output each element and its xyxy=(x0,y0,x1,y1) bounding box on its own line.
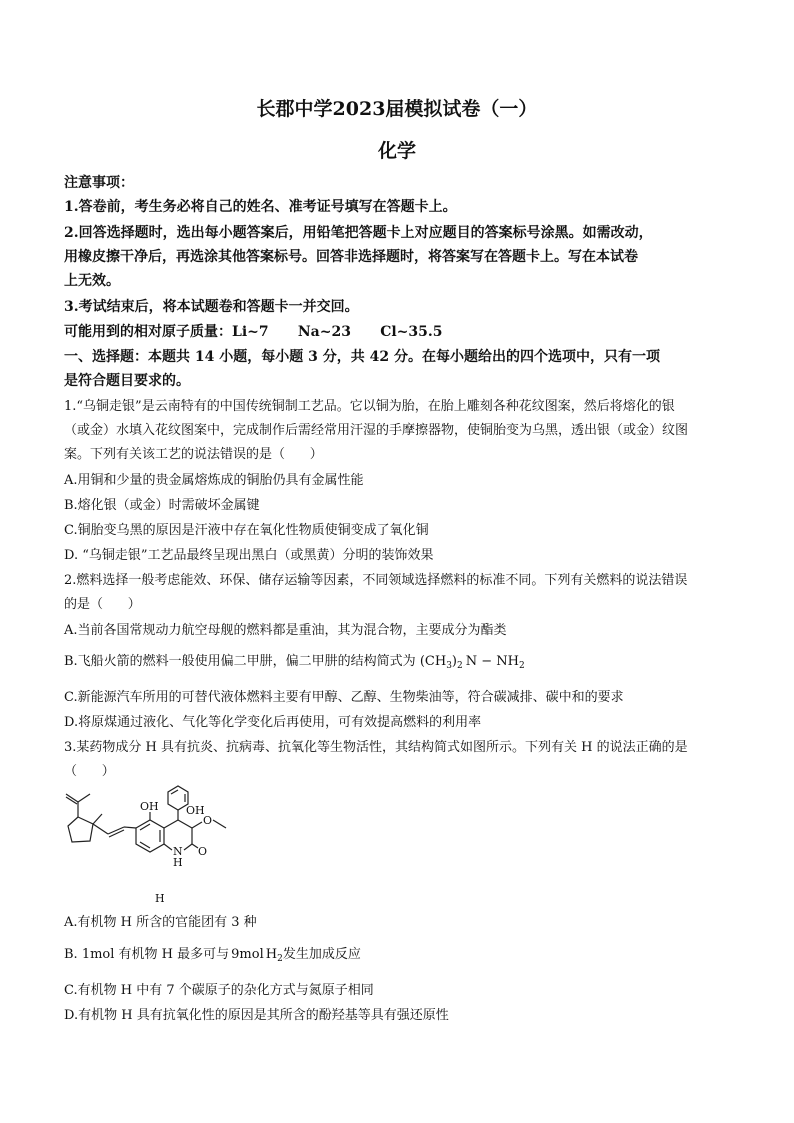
bond xyxy=(178,820,192,828)
bond xyxy=(78,794,90,802)
q2-stem-line-2: 的是（ ） xyxy=(64,597,141,612)
oh-label-2: OH xyxy=(186,804,205,817)
q1-option-d: D. “乌铜走银”工艺品最终呈现出黑白（或黑黄）分明的装饰效果 xyxy=(64,548,434,563)
bond xyxy=(164,844,172,850)
bond xyxy=(93,824,108,834)
bond xyxy=(124,827,136,828)
bond xyxy=(213,820,226,828)
cyclopentane-ring xyxy=(68,817,93,842)
q2-option-b-text: B.飞船火箭的燃料一般使用偏二甲肼，偏二甲肼的结构简式为 xyxy=(64,654,416,669)
bond xyxy=(192,822,202,828)
q1-option-b: B.熔化银（或金）时需破坏金属键 xyxy=(64,498,260,513)
atomic-mass-line: 可能用到的相对原子质量：Li~7 Na~23 Cl~35.5 xyxy=(64,324,443,340)
compound-h-structure xyxy=(60,784,260,909)
notice-item-2-line-3: 上无效。 xyxy=(64,273,120,289)
q3-option-b-amount: 9mol xyxy=(231,947,264,962)
notice-item-3: 3.考试结束后，将本试题卷和答题卡一并交回。 xyxy=(64,299,359,315)
q1-stem-line-3: 案。下列有关该工艺的说法错误的是（ ） xyxy=(64,447,323,462)
compound-label-h: H xyxy=(155,892,165,905)
methoxy-o-label: O xyxy=(203,814,213,827)
bond xyxy=(93,814,102,824)
q2-option-a: A.当前各国常规动力航空母舰的燃料都是重油，其为混合物，主要成分为酯类 xyxy=(64,623,507,638)
formula-part-2: N − NH xyxy=(465,654,519,669)
notice-item-2-line-1: 2.回答选择题时，选出每小题答案后，用铅笔把答题卡上对应题目的答案标号涂黑。如需改动， xyxy=(64,225,653,241)
nh-label: H xyxy=(173,856,183,869)
formula-sub-2: 2 xyxy=(457,661,463,671)
formula-part-1: (CH xyxy=(419,654,447,669)
q2-option-d: D.将原煤通过液化、气化等化学变化后再使用，可有效提高燃料的利用率 xyxy=(64,715,482,730)
q3-option-a: A.有机物 H 所含的官能团有 3 种 xyxy=(64,915,257,930)
q3-option-b-pre: B. 1mol 有机物 H 最多可与 xyxy=(64,947,230,962)
q3-option-b-h: H xyxy=(265,947,278,962)
udmh-formula xyxy=(420,654,525,669)
subject-title: 化学 xyxy=(377,140,416,162)
formula-close: ) xyxy=(451,654,457,669)
q2-stem-line-1: 2.燃料选择一般考虑能效、环保、储存运输等因素，不同领域选择燃料的标准不同。下列有关燃料的说法错误 xyxy=(64,573,688,588)
notice-heading: 注意事项： xyxy=(64,175,134,191)
q1-stem-line-2: （或金）水填入花纹图案中，完成制作后需经常用汗湿的手摩擦器物，使铜胎变为乌黑，透出银（或金）纹图 xyxy=(64,423,689,438)
bond xyxy=(184,844,192,850)
q2-option-b xyxy=(64,653,525,675)
exam-title: 长郡中学2023届模拟试卷（一） xyxy=(256,98,538,120)
notice-item-2-line-2: 用橡皮擦干净后，再选涂其他答案标号。回答非选择题时，将答案写在答题卡上。写在本试卷 xyxy=(64,249,638,265)
q1-option-c: C.铜胎变乌黑的原因是汗液中存在氧化性物质使铜变成了氧化铜 xyxy=(64,523,429,538)
q2-option-c: C.新能源汽车所用的可替代液体燃料主要有甲醇、乙醇、生物柴油等，符合碳减排、碳中和的要求 xyxy=(64,690,624,705)
bond xyxy=(164,820,178,828)
formula-sub-3: 2 xyxy=(518,661,525,671)
q3-option-d: D.有机物 H 具有抗氧化性的原因是其所含的酚羟基等具有强还原性 xyxy=(64,1008,449,1023)
q3-option-b-sub: 2 xyxy=(277,954,283,964)
oh-label-1: OH xyxy=(140,800,159,813)
q3-stem-line-1: 3.某药物成分 H 具有抗炎、抗病毒、抗氧化等生物活性，其结构简式如图所示。下列有关 H 的说法正确的是 xyxy=(64,740,688,755)
notice-item-1: 1.答卷前，考生务必将自己的姓名、准考证号填写在答题卡上。 xyxy=(64,199,457,215)
q1-option-a: A.用铜和少量的贵金属熔炼成的铜胎仍具有金属性能 xyxy=(64,473,364,488)
q3-stem-line-2: （ ） xyxy=(64,764,115,779)
q1-stem-line-1: 1.“乌铜走银”是云南特有的中国传统铜制工艺品。它以铜为胎，在胎上雕刻各种花纹图案，然后将熔化的银 xyxy=(64,399,675,414)
formula-sub-1: 3 xyxy=(446,661,452,671)
section1-heading-line-1: 一、选择题：本题共 14 小题，每小题 3 分，共 42 分。在每小题给出的四个选项中，只有一项 xyxy=(64,349,660,365)
carbonyl-o-label: O xyxy=(198,845,208,858)
n-label: N xyxy=(173,845,183,858)
section1-heading-line-2: 是符合题目要求的。 xyxy=(64,373,190,389)
q3-option-b xyxy=(64,946,361,968)
bond xyxy=(109,830,124,837)
q3-option-b-post: 发生加成反应 xyxy=(282,947,361,962)
q3-option-c: C.有机物 H 中有 7 个碳原子的杂化方式与氮原子相同 xyxy=(64,983,374,998)
bond xyxy=(171,790,178,794)
